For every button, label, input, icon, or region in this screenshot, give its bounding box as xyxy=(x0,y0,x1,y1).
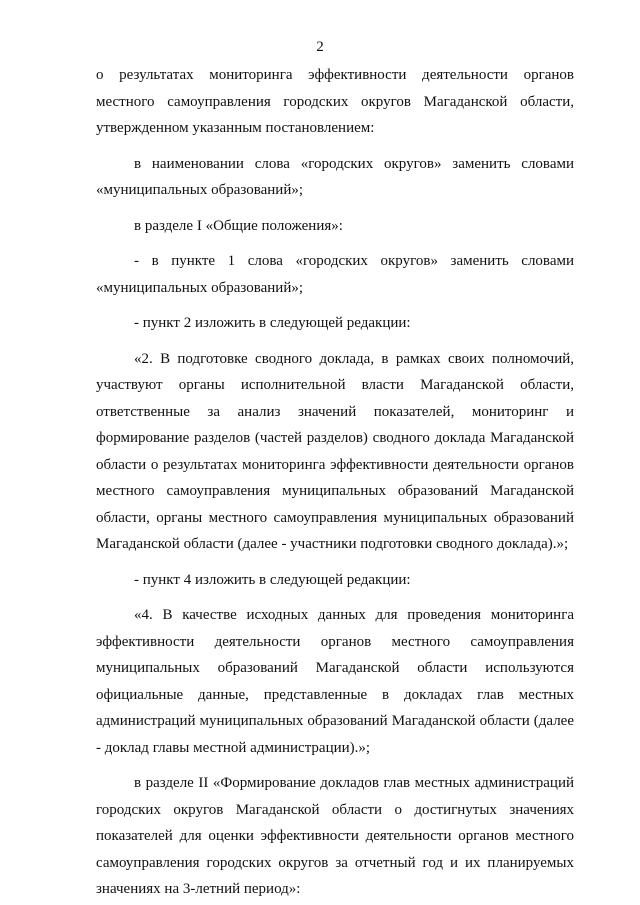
paragraph-item-4-text: «4. В качестве исходных данных для проведения мониторинга эффективности деятельности органов местного самоуправления муниципальных образований Магаданской области используются официальные данные, представленные в докладах глав местных администраций муниципальных образований Магаданской области (далее - доклад главы местной администрации).»; xyxy=(96,607,574,756)
page-number: 2 xyxy=(316,39,324,55)
paragraph-monitoring-regulation: о результатах мониторинга эффективности деятельности органов местного самоуправления городских округов Магаданской области, утвержденном указанным постановлением: xyxy=(96,67,574,136)
paragraph-section-1-heading: в разделе I «Общие положения»: xyxy=(134,217,343,234)
paragraph-item-4-intro: - пункт 4 изложить в следующей редакции: xyxy=(134,571,411,588)
paragraph-item-2-text: «2. В подготовке сводного доклада, в рамках своих полномочий, участвуют органы исполнительной власти Магаданской области, ответственные за анализ значений показателей, мониторинг и формирование разделов (частей разделов) сводного доклада Магаданской области о результатах мониторинга эффективности деятельности органов местного самоуправления муниципальных образований Магаданской области, органы местного самоуправления муниципальных образований Магаданской области (далее - участники подготовки сводного доклада).»; xyxy=(96,350,574,552)
paragraph-section-2-heading: в разделе II «Формирование докладов глав местных администраций городских округов Магаданской области о достигнутых значениях показателей для оценки эффективности деятельности органов местного самоуправления городских округов за отчетный год и их планируемых значениях на 3-летний период»: xyxy=(96,775,574,897)
paragraph-item-2-intro: - пункт 2 изложить в следующей редакции: xyxy=(134,315,411,331)
paragraph-item-1-amendment: - в пункте 1 слова «городских округов» заменить словами «муниципальных образований»; xyxy=(96,253,574,296)
paragraph-title-amendment: в наименовании слова «городских округов» заменить словами «муниципальных образований»; xyxy=(96,155,574,198)
document-body xyxy=(96,62,574,903)
